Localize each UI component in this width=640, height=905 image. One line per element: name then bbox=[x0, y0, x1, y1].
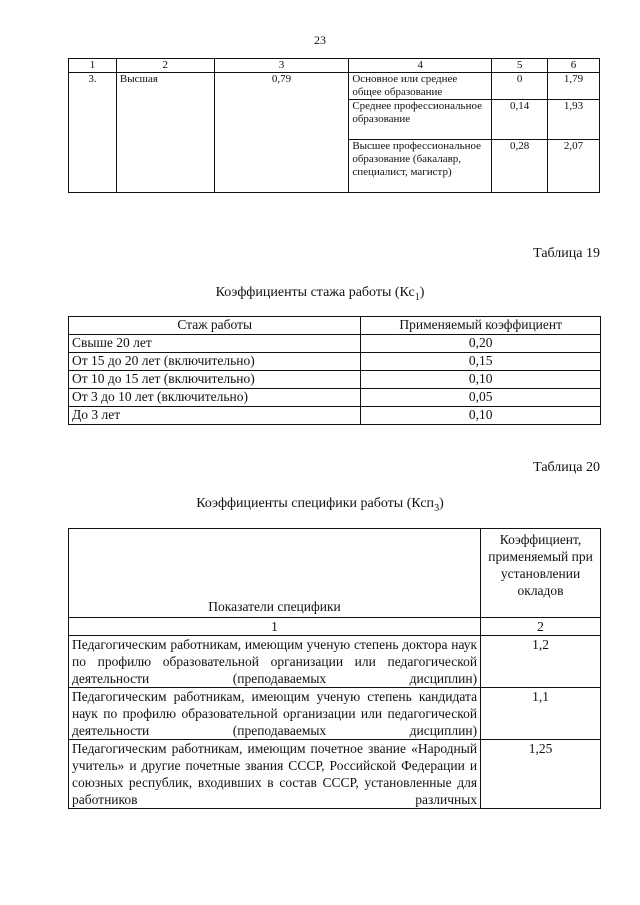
column-number: 5 bbox=[492, 59, 548, 73]
table-row bbox=[69, 740, 601, 809]
coefficient-cell: 1,2 bbox=[481, 636, 601, 688]
specifics-cell bbox=[69, 688, 481, 740]
page-number: 23 bbox=[314, 33, 326, 47]
specifics-cell bbox=[69, 636, 481, 688]
column-header: Показатели специфики bbox=[69, 529, 481, 618]
increment-cell: 0,28 bbox=[492, 140, 548, 193]
column-number: 2 bbox=[116, 59, 214, 73]
column-header: Стаж работы bbox=[69, 317, 361, 335]
table-20-title: Коэффициенты специфики работы (Ксп$_3$) bbox=[196, 496, 444, 514]
coefficient-cell: 0,15 bbox=[361, 353, 601, 371]
experience-cell: Свыше 20 лет bbox=[69, 335, 361, 353]
table-number-row bbox=[69, 618, 601, 636]
table-19-title: Коэффициенты стажа работы $(Кс_1)$ bbox=[215, 285, 425, 303]
row-number: 3. bbox=[69, 73, 117, 193]
table-header-row bbox=[69, 317, 601, 335]
column-header: Коэффициент, применяемый при установлении окладов bbox=[481, 529, 601, 618]
table-19-caption: Таблица 19 bbox=[533, 246, 600, 261]
experience-coefficient-table bbox=[68, 316, 601, 425]
table-row bbox=[69, 407, 601, 425]
education-cell: Среднее профессиональное образование bbox=[349, 100, 492, 140]
table-row bbox=[69, 335, 601, 353]
column-number: 6 bbox=[548, 59, 600, 73]
column-number: 1 bbox=[69, 59, 117, 73]
table-row bbox=[69, 371, 601, 389]
column-header: Применяемый коэффициент bbox=[361, 317, 601, 335]
specifics-text: Педагогическим работникам, имеющим почетное звание «Народный учитель» и другие почетные звания СССР, Российской Федерации и союзных республик, входивших в состав СССР, установленные для работников различных bbox=[72, 741, 478, 807]
coefficient-cell: 0,05 bbox=[361, 389, 601, 407]
table-header-row bbox=[69, 59, 600, 73]
specifics-cell bbox=[69, 740, 481, 809]
specifics-text: Педагогическим работникам, имеющим ученую степень доктора наук по профилю образовательной организации или педагогической деятельности (преподаваемых дисциплин) bbox=[72, 637, 478, 686]
experience-cell: До 3 лет bbox=[69, 407, 361, 425]
coefficient-cell: 1,25 bbox=[481, 740, 601, 809]
specifics-text: Педагогическим работникам, имеющим ученую степень кандидата наук по профилю образовательной организации или педагогической деятельности (преподаваемых дисциплин) bbox=[72, 689, 478, 738]
experience-cell: От 15 до 20 лет (включительно) bbox=[69, 353, 361, 371]
table-row bbox=[69, 688, 601, 740]
base-coefficient-cell: 0,79 bbox=[214, 73, 349, 193]
table-row bbox=[69, 389, 601, 407]
column-number: 1 bbox=[69, 618, 481, 636]
column-number: 3 bbox=[214, 59, 349, 73]
education-cell: Высшее профессиональное образование (бакалавр, специалист, магистр) bbox=[349, 140, 492, 193]
table-20-caption: Таблица 20 bbox=[533, 460, 600, 475]
total-cell: 1,79 bbox=[548, 73, 600, 100]
coefficient-cell: 0,20 bbox=[361, 335, 601, 353]
increment-cell: 0,14 bbox=[492, 100, 548, 140]
table-row bbox=[69, 353, 601, 371]
experience-cell: От 10 до 15 лет (включительно) bbox=[69, 371, 361, 389]
total-cell: 1,93 bbox=[548, 100, 600, 140]
column-number: 4 bbox=[349, 59, 492, 73]
coefficient-cell: 0,10 bbox=[361, 407, 601, 425]
table-row bbox=[69, 636, 601, 688]
total-cell: 2,07 bbox=[548, 140, 600, 193]
category-cell: Высшая bbox=[116, 73, 214, 193]
table-header-row bbox=[69, 529, 601, 618]
table-row bbox=[69, 73, 600, 100]
increment-cell: 0 bbox=[492, 73, 548, 100]
coefficient-cell: 0,10 bbox=[361, 371, 601, 389]
coefficient-cell: 1,1 bbox=[481, 688, 601, 740]
column-number: 2 bbox=[481, 618, 601, 636]
experience-cell: От 3 до 10 лет (включительно) bbox=[69, 389, 361, 407]
education-coefficient-table bbox=[68, 58, 600, 193]
education-cell: Основное или среднее общее образование bbox=[349, 73, 492, 100]
specifics-coefficient-table bbox=[68, 528, 601, 809]
